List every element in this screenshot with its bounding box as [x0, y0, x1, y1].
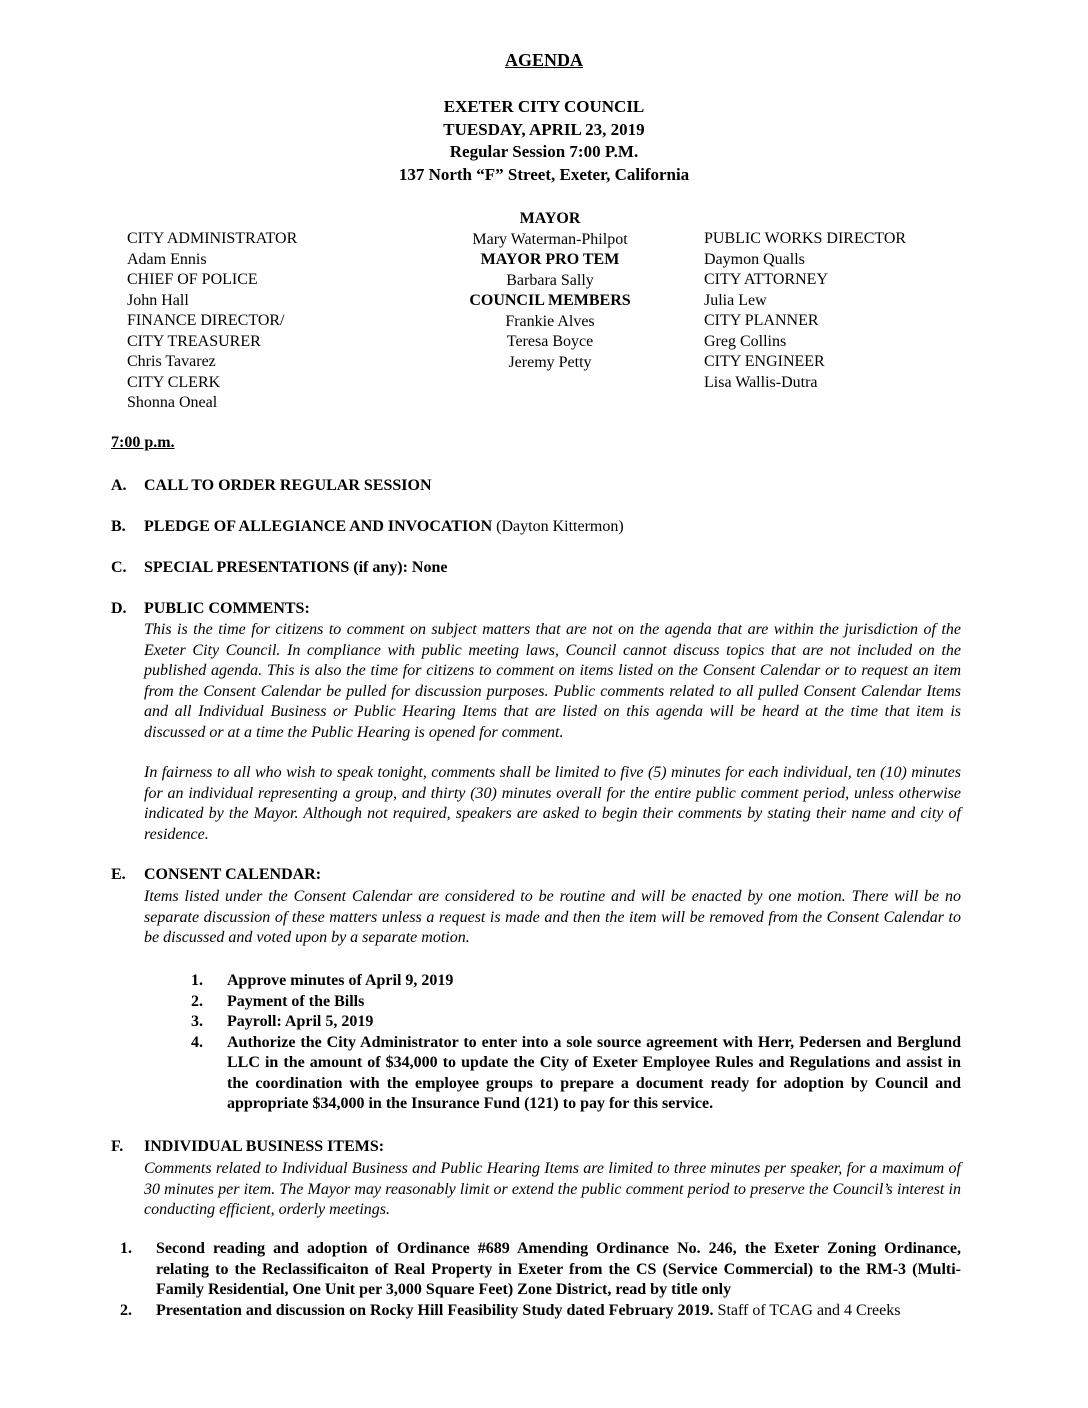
section-b [111, 518, 624, 536]
session-start-time: 7:00 p.m. [111, 434, 175, 451]
list-item: 2. Presentation and discussion on Rocky Hill Feasibility Study dated February 2019. Staff of TCAG and 4 Creeks [120, 1301, 901, 1319]
official-line: CITY ADMINISTRATOR [127, 230, 298, 247]
section-letter: C. [111, 559, 127, 576]
council-name: EXETER CITY COUNCIL [443, 97, 645, 116]
list-item: 1. Approve minutes of April 9, 2019 [191, 972, 454, 989]
official-line: Lisa Wallis-Dutra [704, 373, 818, 391]
list-item: 3. Payroll: April 5, 2019 [191, 1013, 374, 1030]
section-letter: D. [111, 600, 127, 617]
officials-center-column [400, 209, 700, 373]
council-member: Teresa Boyce [506, 333, 594, 350]
official-line: Greg Collins [704, 332, 787, 350]
official-line: CITY TREASURER [127, 332, 261, 350]
official-line: John Hall [127, 291, 189, 309]
consent-calendar-items [191, 971, 961, 1115]
mayor-pro-tem-name: Barbara Sally [506, 271, 594, 289]
agenda-title: AGENDA [504, 50, 583, 70]
council-member: Frankie Alves [505, 312, 595, 330]
section-note: (Dayton Kittermon) [492, 518, 624, 535]
section-letter: F. [111, 1138, 124, 1155]
council-members-label: COUNCIL MEMBERS [469, 292, 631, 309]
section-d [111, 600, 310, 618]
official-line: Daymon Qualls [704, 250, 805, 268]
official-line: CITY ENGINEER [704, 353, 825, 370]
section-title: CONSENT CALENDAR: [144, 866, 322, 883]
individual-business-paragraph: Comments related to Individual Business and Public Hearing Items are limited to three minutes per speaker, for a maximum of 30 minutes per item. The Mayor may reasonably limit or extend the public comment period to preserve the Council’s interest in conducting efficient, orderly meetings. [144, 1160, 961, 1218]
section-title: INDIVIDUAL BUSINESS ITEMS: [144, 1138, 385, 1155]
official-line: FINANCE DIRECTOR/ [127, 312, 285, 329]
section-e [111, 866, 321, 884]
officials-right-column [704, 229, 906, 393]
public-comments-paragraph-2: In fairness to all who wish to speak tonight, comments shall be limited to five (5) minutes for each individual, ten (10) minutes for an individual representing a group, and thirty (30) minutes overall for the entire public comment period, unless otherwise indicated by the Mayor. Although not required, speakers are asked to begin their comments by stating their name and city of residence. [144, 764, 961, 843]
council-member: Jeremy Petty [508, 353, 592, 371]
meeting-header [0, 96, 1088, 186]
officials-left-column [127, 229, 297, 414]
list-item: 2. Payment of the Bills [191, 992, 365, 1010]
section-c [111, 559, 447, 577]
mayor-pro-tem-label: MAYOR PRO TEM [480, 251, 620, 268]
official-line: Shonna Oneal [127, 394, 218, 411]
official-line: CITY ATTORNEY [704, 271, 828, 288]
list-item: 1. Second reading and adoption of Ordinance #689 Amending Ordinance No. 246, the Exeter Zoning Ordinance, relating to the Reclassificaiton of Real Property in Exeter from the CS (Service Commercial) to the RM-3 (Multi-Family Residential, One Unit per 3,000 Square Feet) Zone District, read by title only [120, 1240, 961, 1298]
individual-business-items [120, 1239, 961, 1321]
official-line: PUBLIC WORKS DIRECTOR [704, 230, 907, 247]
section-letter: B. [111, 518, 126, 535]
section-title: SPECIAL PRESENTATIONS (if any): None [144, 559, 448, 576]
section-letter: E. [111, 866, 126, 883]
list-item: 4. Authorize the City Administrator to enter into a sole source agreement with Herr, Pedersen and Berglund LLC in the amount of $34,000 to update the City of Exeter Employee Rules and Regulations and assist in the coordination with the employee groups to prepare a document ready for adoption by Council and appropriate $34,000 in the Insurance Fund (121) to pay for this service. [191, 1033, 961, 1112]
section-letter: A. [111, 477, 127, 494]
meeting-address: 137 North “F” Street, Exeter, California [398, 164, 690, 184]
consent-calendar-paragraph: Items listed under the Consent Calendar are considered to be routine and will be enacted by one motion. There will be no separate discussion of these matters unless a request is made and then the item will be removed from the Consent Calendar to be discussed and voted upon by a separate motion. [144, 888, 961, 946]
official-line: Adam Ennis [127, 250, 207, 268]
section-title: PUBLIC COMMENTS: [144, 600, 310, 617]
official-line: CITY CLERK [127, 373, 221, 391]
section-title: PLEDGE OF ALLEGIANCE AND INVOCATION [144, 518, 493, 535]
meeting-date: TUESDAY, APRIL 23, 2019 [443, 119, 645, 139]
official-line: Julia Lew [704, 291, 767, 309]
mayor-name: Mary Waterman-Philpot [472, 230, 628, 248]
section-a [111, 477, 432, 495]
official-line: CITY PLANNER [704, 312, 819, 329]
public-comments-paragraph-1: This is the time for citizens to comment on subject matters that are not on the agenda that are within the jurisdiction of the Exeter City Council. In compliance with public meeting laws, Council cannot discuss topics that are not included on the published agenda. This is also the time for citizens to comment on items listed on the Consent Calendar or to request an item from the Consent Calendar be pulled for discussion purposes. Public comments related to all pulled Consent Calendar Items and all Individual Business or Public Hearing Items that are listed on this agenda will be heard at the time that item is discussed or at a time the Public Hearing is opened for comment. [144, 621, 961, 741]
mayor-label: MAYOR [519, 210, 581, 227]
section-title: CALL TO ORDER REGULAR SESSION [144, 477, 432, 494]
session-time: Regular Session 7:00 P.M. [449, 142, 639, 161]
section-f [111, 1138, 384, 1156]
official-line: CHIEF OF POLICE [127, 271, 258, 288]
official-line: Chris Tavarez [127, 353, 216, 370]
